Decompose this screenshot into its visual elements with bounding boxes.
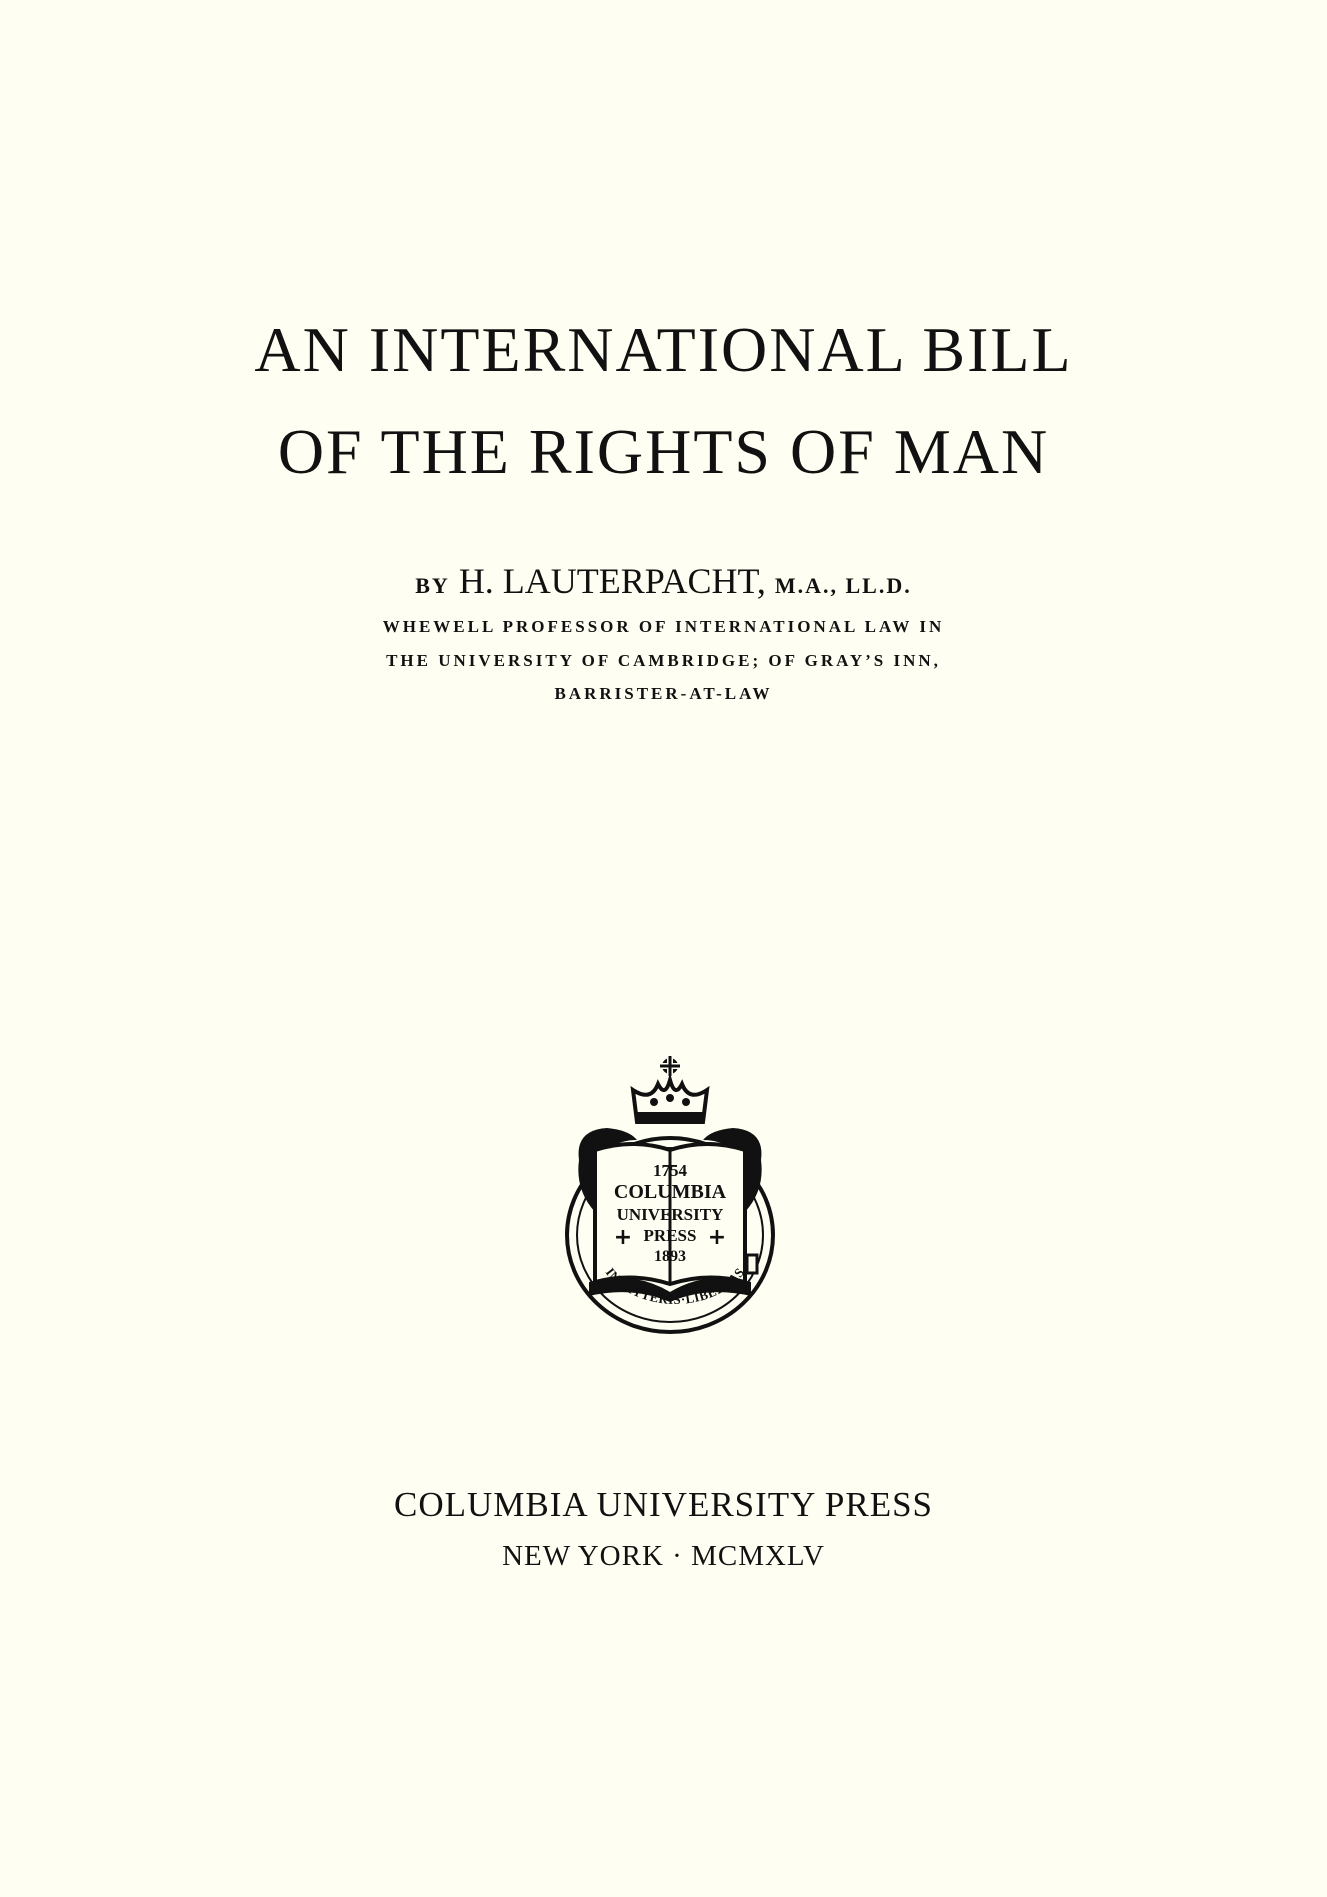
seal-text-line-1: COLUMBIA [613,1181,727,1203]
title-line-1: AN INTERNATIONAL BILL [254,314,1073,385]
seal-year-top: 1754 [653,1161,687,1180]
by-label: BY [415,573,450,598]
publisher-name: COLUMBIA UNIVERSITY PRESS [393,1485,934,1524]
seal-motto: IN·LITTERIS·LIBERTAS [602,1264,748,1308]
byline [0,560,1327,602]
author-name: H. LAUTERPACHT, [458,561,766,601]
author-affiliation-line-3: BARRISTER-AT-LAW [554,684,773,703]
crown-icon [633,1056,707,1123]
seal-text-line-2: UNIVERSITY [616,1205,724,1224]
cross-left-icon: + [613,1225,633,1250]
cross-right-icon: + [707,1225,727,1250]
author-affiliation-line-1: WHEWELL PROFESSOR OF INTERNATIONAL LAW IN [382,617,945,636]
publisher-place-date: NEW YORK · MCMXLV [502,1540,825,1572]
title-line-2: OF THE RIGHTS OF MAN [277,416,1050,487]
columbia-press-seal-icon [555,1050,785,1340]
author-degrees: M.A., LL.D. [774,573,912,598]
author-affiliation-line-2: THE UNIVERSITY OF CAMBRIDGE; OF GRAY’S INN, [386,651,941,670]
seal-text-line-3: PRESS [643,1226,697,1245]
seal-year-bottom: 1893 [654,1248,686,1265]
